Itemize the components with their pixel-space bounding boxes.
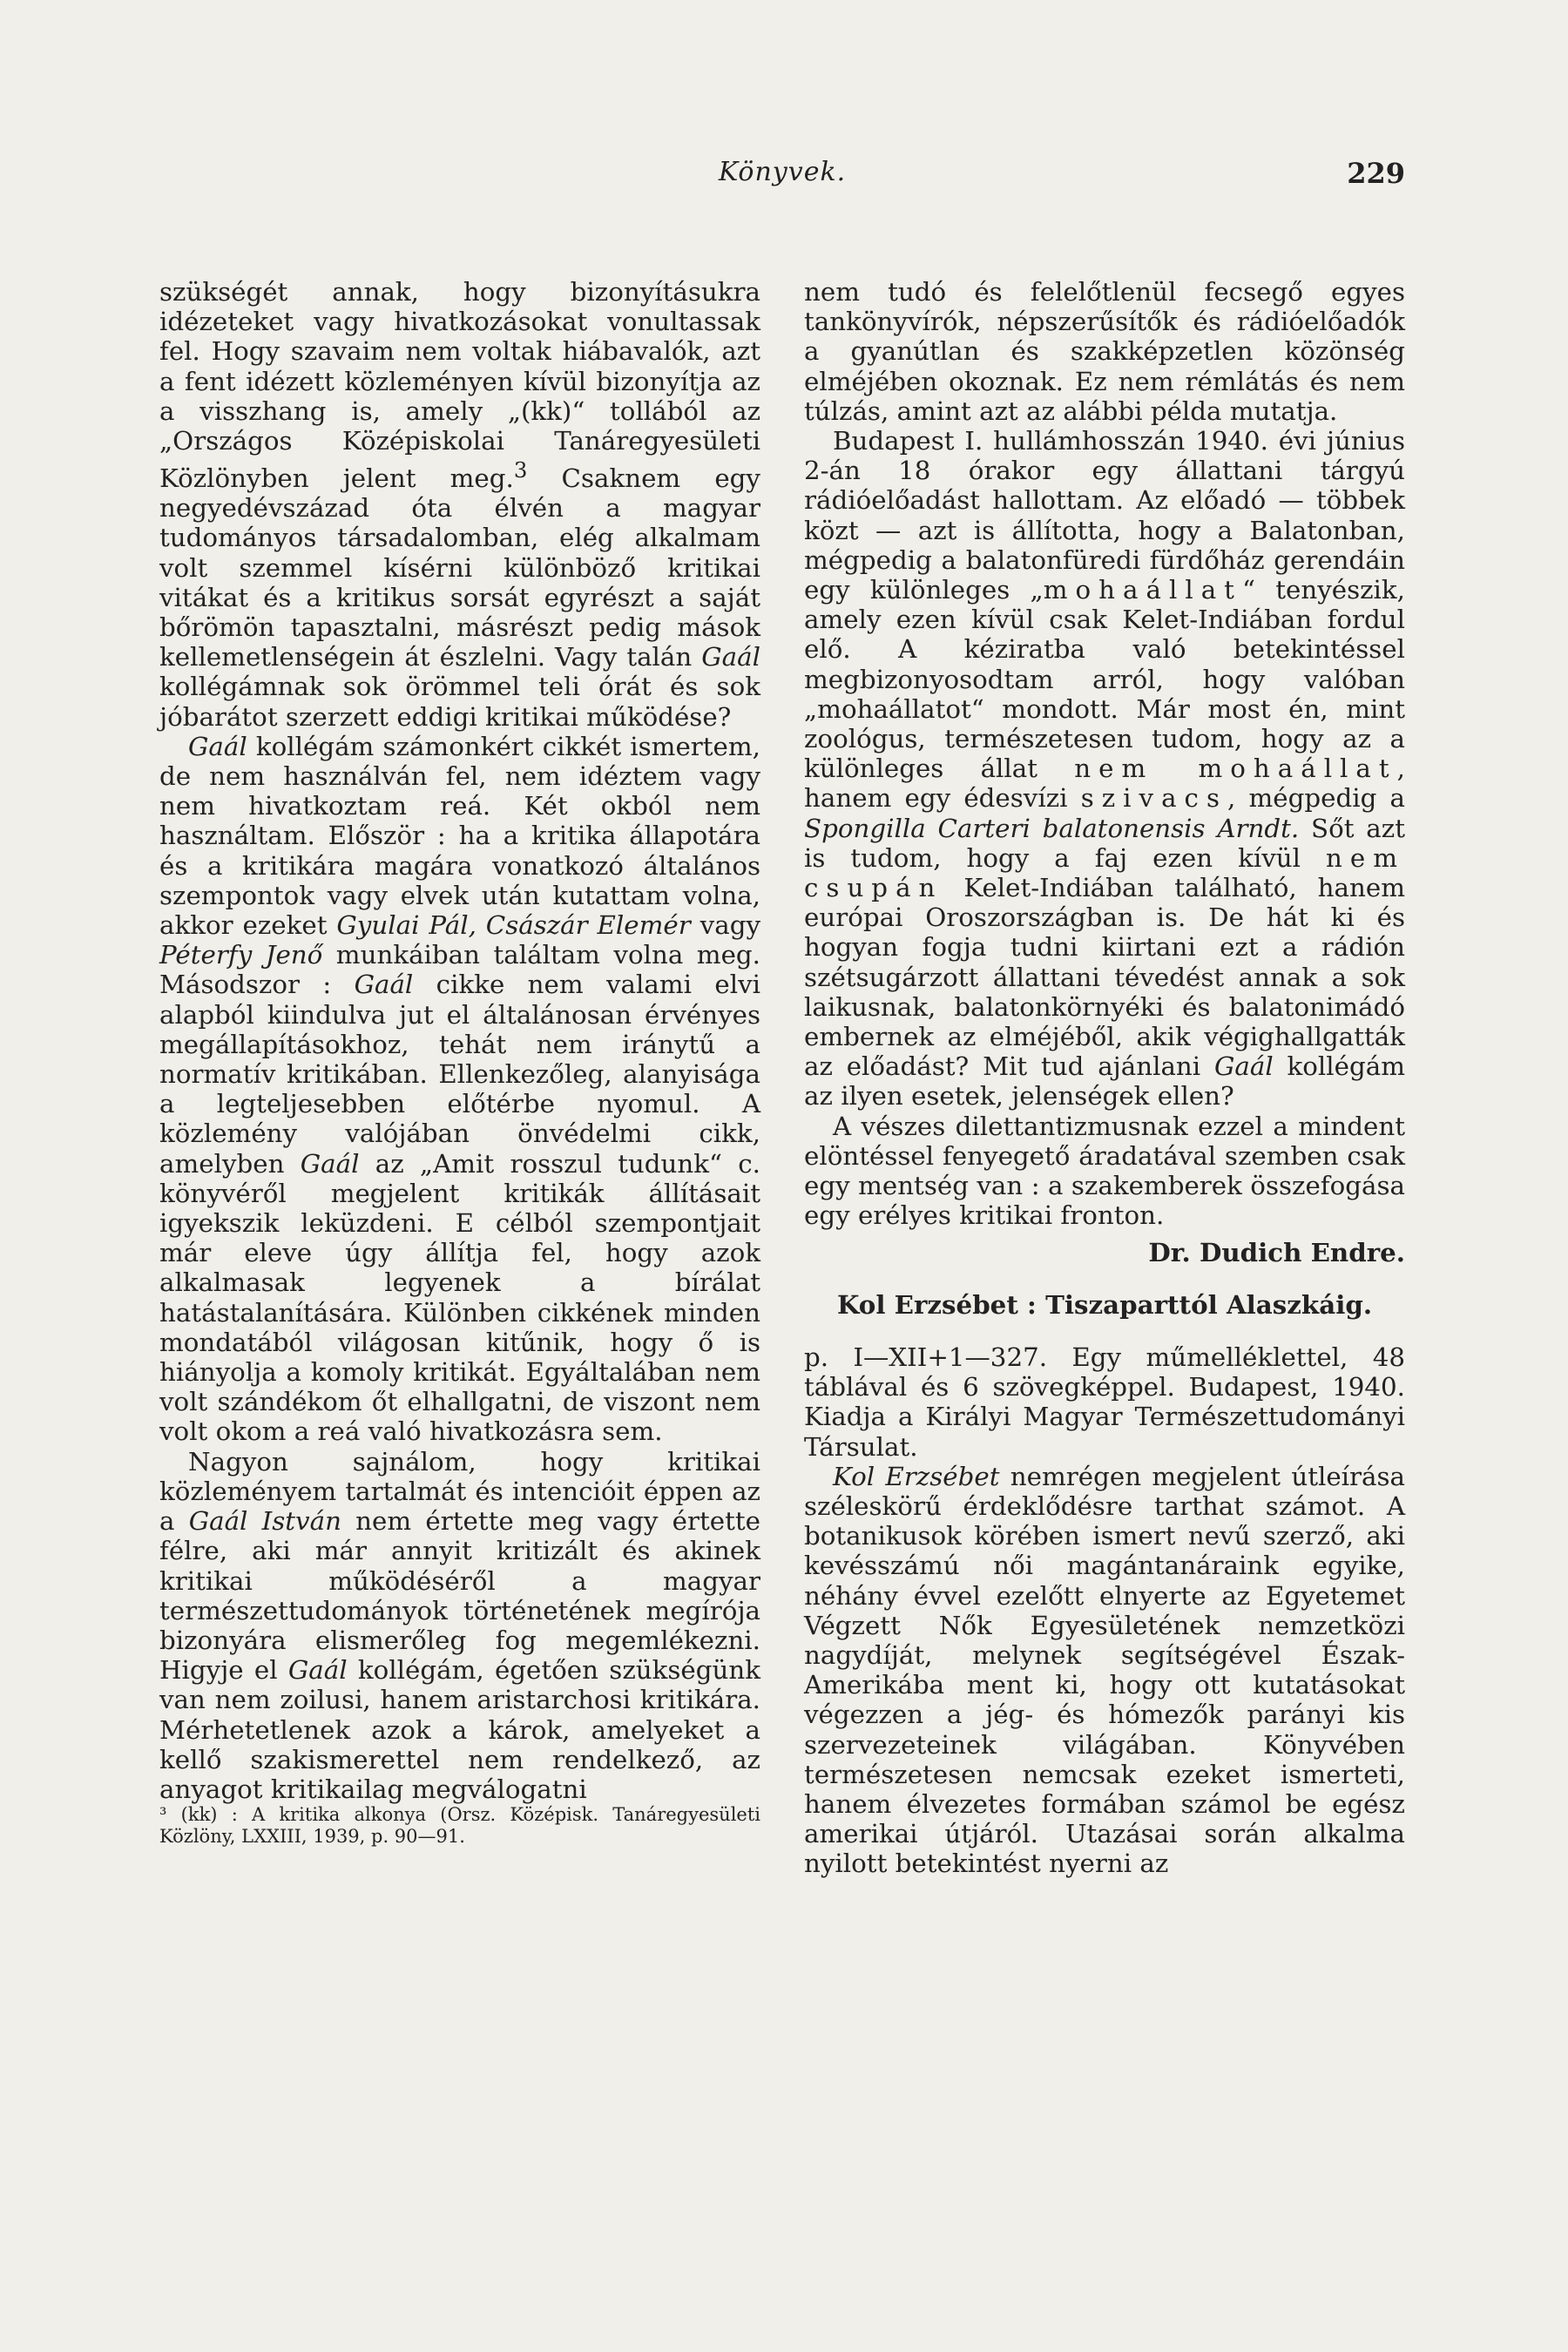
footnote: ³ (kk) : A kritika alkonya (Orsz. Középisk. Tanáregyesületi Közlöny, LXXIII, 1939, p. 90—91. [159,1804,760,1848]
left-column [159,277,760,1848]
bibliographic-details: p. I—XII+1—327. Egy műmelléklettel, 48 táblával és 6 szövegképpel. Budapest, 1940. Kiadja a Királyi Magyar Természettudományi Társulat. [804,1342,1405,1462]
right-column [804,277,1405,1879]
page-number: 229 [1347,157,1405,190]
right-paragraph-3: A vészes dilettantizmusnak ezzel a mindent elöntéssel fenyegető áradatával szemben csak egy mentség van : a szakemberek összefogása egy erélyes kritikai fronton. [804,1111,1405,1231]
right-paragraph-4: Kol Erzsébet nemrégen megjelent útleírása széleskörű érdeklődésre tarthat számot. A botanikusok körében ismert nevű szerző, aki kevésszámú női magántanáraink egyike, néhány évvel ezelőtt elnyerte az Egyetemet Végzett Nők Egyesületének nemzetközi nagydíját, melynek segítségével Észak-Amerikába ment ki, hogy ott kutatásokat végezzen a jég- és hómezők parányi kis szervezeteinek világában. Könyvében természetesen nemcsak ezeket ismerteti, hanem élvezetes formában számol be egész amerikai útjáról. Utazásai során alkalma nyilott betekintést nyerni az [804,1461,1406,1879]
left-paragraph-1: szükségét annak, hogy bizonyításukra idézeteket vagy hivatkozásokat vonultassak fel. Hogy szavaim nem voltak hiábavalók, azt a fent idézett közleményen kívül bizonyítja az a visszhang is, amely „(kk)“ tollából az „Országos Középiskolai Tanáregyesületi Közlönyben jelent meg.$^3$ Csaknem egy negyedévszázad óta élvén a magyar tudományos társadalomban, elég alkalmam volt szemmel kísérni különböző kritikai vitákat és a kritikus sorsát egyrészt a saját bőrömön tapasztalni, másrészt pedig mások kellemetlenségein át észlelni. Vagy talán Gaál kollégámnak sok örömmel teli órát és sok jóbarátot szerzett eddigi kritikai működése? [159,277,760,732]
footnote-marker: 3 [513,457,528,483]
right-paragraph-2: Budapest I. hullámhosszán 1940. évi június 2-án 18 órakor egy állattani tárgyú rádióelőadást hallottam. Az előadó — többek közt — azt is állította, hogy a Balatonban, mégpedig a balatonfüredi fürdőház gerendáin egy különleges „mohaállat“ tenyészik, amely ezen kívül csak Kelet-Indiában fordul elő. A kéziratba való betekintéssel megbizonyosodtam arról, hogy valóban „mohaállatot“ mondott. Már most én, mint zoológus, természetesen tudom, hogy az a különleges állat nem mohaállat, hanem egy édesvízi szivacs, mégpedig a Spongilla Carteri balatonensis Arndt. Sőt azt is tudom, hogy a faj ezen kívül nem csupán Kelet-Indiában található, hanem európai Oroszországban is. De hát ki és hogyan fogja tudni kiirtani ezt a rádión szétsugárzott állattani tévedést annak a sok laikusnak, balatonkörnyéki és balatonimádó embernek az elméjéből, akik végighallgatták az előadást? Mit tud ajánlani Gaál kollégám az ilyen esetek, jelenségek ellen? [804,426,1405,1112]
reviewed-book-title: Kol Erzsébet : Tiszaparttól Alaszkáig. [836,1288,1373,1320]
running-title: Könyvek. [718,157,847,187]
left-paragraph-3: Nagyon sajnálom, hogy kritikai közleményem tartalmát és intencióit éppen az a Gaál István nem értette meg vagy értette félre, aki már annyit kritizált és akinek kritikai működéséről a magyar természettudományok történetének megírója bizonyára elismerőleg fog megemlékezni. Higyje el Gaál kollégám, égetően szükségünk van nem zoilusi, hanem aristarchosi kritikára. Mérhetetlenek azok a károk, amelyeket a kellő szakismerettel nem rendelkező, az anyagot kritikailag megválogatni [159,1446,761,1804]
page-header [159,157,1405,209]
signature: Dr. Dudich Endre. [1148,1236,1405,1267]
left-paragraph-2: Gaál kollégám számonkért cikkét ismertem, de nem használván fel, nem idéztem vagy nem hivatkoztam reá. Két okból nem használtam. Először : ha a kritika állapotára és a kritikára magára vonatkozó általános szempontok vagy elvek után kutattam volna, akkor ezeket Gyulai Pál, Császár Elemér vagy Péterfy Jenő munkáiban találtam volna meg. Másodszor : Gaál cikke nem valami elvi alapból kiindulva jut el általánosan érvényes megállapításokhoz, tehát nem iránytű a normatív kritikában. Ellenkezőleg, alanyisága a legteljesebben előtérbe nyomul. A közlemény valójában önvédelmi cikk, amelyben Gaál az „Amit rosszul tudunk“ c. könyvéről megjelent kritikák állításait igyekszik leküzdeni. E célból szempontjait már eleve úgy állítja fel, hogy azok alkalmasak legyenek a bírálat hatástalanítására. Különben cikkének minden mondatából világosan kitűnik, hogy ő is hiányolja a komoly kritikát. Egyáltalában nem volt szándékom őt elhallgatni, de viszont nem volt okom a reá való hivatkozásra sem. [159,731,761,1447]
right-paragraph-1: nem tudó és felelőtlenül fecsegő egyes tankönyvírók, népszerűsítők és rádióelőadók a gyanútlan és szakképzetlen közönség elméjében okoznak. Ez nem rémlátás és nem túlzás, amint azt az alábbi példa mutatja. [804,277,1405,426]
